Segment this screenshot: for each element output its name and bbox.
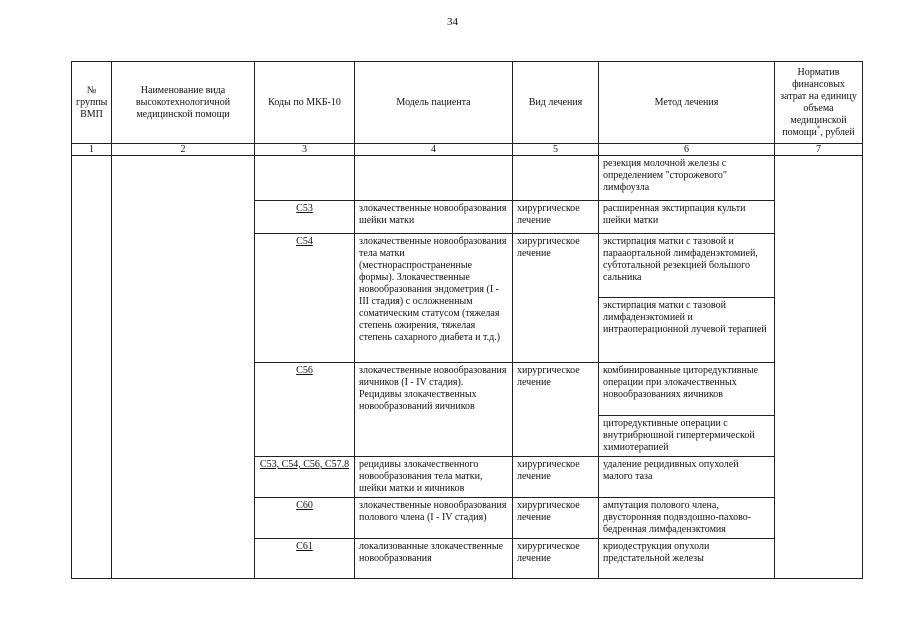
- patient-model-cell: рецидивы злокачественного новообразования тела матки, шейки матки и яичников: [355, 457, 513, 498]
- icd-code-cell: C54: [255, 234, 355, 363]
- header-treatment-method: Метод лечения: [599, 62, 775, 144]
- column-number: 4: [355, 144, 513, 156]
- icd-code-cell: C60: [255, 498, 355, 539]
- treatment-method-cell: комбинированные циторедуктивные операции при злокачественных новообразованиях яичников: [599, 363, 775, 416]
- treatment-type-cell: хирургическое лечение: [513, 201, 599, 234]
- header-cost-norm-tail: , рублей: [820, 126, 855, 138]
- cost-norm-cell: [775, 156, 863, 579]
- treatment-method-cell: экстирпация матки с тазовой и парааортальной лимфаденэктомией, субтотальной резекцией большого сальника: [599, 234, 775, 298]
- column-number: 2: [112, 144, 255, 156]
- header-cost-norm: [775, 62, 863, 144]
- treatment-method-cell: резекция молочной железы с определением "сторожевого" лимфоузла: [599, 156, 775, 201]
- treatment-type-cell: хирургическое лечение: [513, 539, 599, 579]
- header-cost-norm-text: Норматив финансовых затрат на единицу объема медицинской помощи: [780, 66, 857, 138]
- column-number: 7: [775, 144, 863, 156]
- patient-model-cell: злокачественные новообразования полового члена (I - IV стадия): [355, 498, 513, 539]
- icd-code-cell: [255, 156, 355, 201]
- header-group-number: № группы ВМП: [72, 62, 112, 144]
- column-number: 6: [599, 144, 775, 156]
- icd-code-cell: C61: [255, 539, 355, 579]
- page-number: 34: [447, 16, 458, 28]
- icd-code-cell: C53, C54, C56, C57.8: [255, 457, 355, 498]
- treatment-method-cell: экстирпация матки с тазовой лимфаденэктомией и интраоперационной лучевой терапией: [599, 298, 775, 363]
- footnote-mark: *: [816, 124, 821, 133]
- header-patient-model: Модель пациента: [355, 62, 513, 144]
- table-header: [72, 62, 863, 144]
- table-row: [72, 156, 863, 201]
- icd-code-cell: C56: [255, 363, 355, 457]
- column-number: 3: [255, 144, 355, 156]
- header-icd-codes: Коды по МКБ-10: [255, 62, 355, 144]
- treatment-type-cell: хирургическое лечение: [513, 457, 599, 498]
- patient-model-cell: злокачественные новообразования тела матки (местнораспространенные формы). Злокачественные новообразования эндометрия (I - III стадия) с осложненным соматическим статусом (тяжелая степень ожирения, тяжелая степень сахарного диабета и т.д.): [355, 234, 513, 363]
- patient-model-cell: злокачественные новообразования яичников (I - IV стадия). Рецидивы злокачественных новообразований яичников: [355, 363, 513, 457]
- header-treatment-type: Вид лечения: [513, 62, 599, 144]
- treatment-method-cell: расширенная экстирпация культи шейки матки: [599, 201, 775, 234]
- patient-model-cell: [355, 156, 513, 201]
- column-number: 1: [72, 144, 112, 156]
- column-numbers-row: [72, 144, 863, 156]
- treatment-method-cell: циторедуктивные операции с внутрибрюшной гипертермической химиотерапией: [599, 416, 775, 457]
- treatment-method-cell: удаление рецидивных опухолей малого таза: [599, 457, 775, 498]
- group-number-cell: [72, 156, 112, 579]
- treatment-method-cell: ампутация полового члена, двусторонняя подвздошно-пахово-бедренная лимфаденэктомия: [599, 498, 775, 539]
- treatment-type-cell: хирургическое лечение: [513, 234, 599, 363]
- treatment-type-cell: хирургическое лечение: [513, 363, 599, 457]
- treatment-type-cell: хирургическое лечение: [513, 498, 599, 539]
- patient-model-cell: злокачественные новообразования шейки матки: [355, 201, 513, 234]
- column-number: 5: [513, 144, 599, 156]
- header-care-name: Наименование вида высокотехнологичной медицинской помощи: [112, 62, 255, 144]
- vmp-table: [71, 61, 863, 579]
- treatment-type-cell: [513, 156, 599, 201]
- treatment-method-cell: криодеструкция опухоли предстательной железы: [599, 539, 775, 579]
- icd-code-cell: C53: [255, 201, 355, 234]
- care-name-cell: [112, 156, 255, 579]
- patient-model-cell: локализованные злокачественные новообразования: [355, 539, 513, 579]
